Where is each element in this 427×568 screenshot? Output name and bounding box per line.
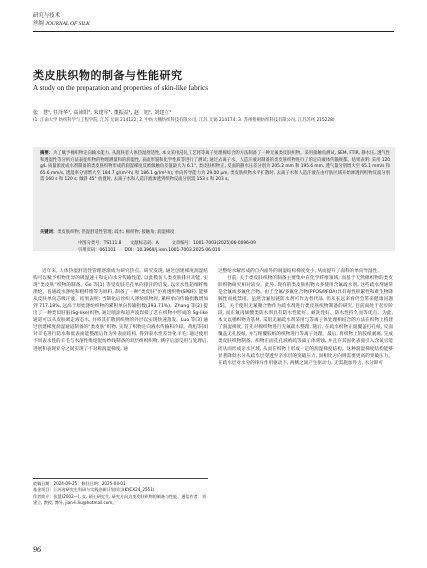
journal-header: [33, 13, 90, 28]
journal-name-cn: 丝绸: [33, 20, 44, 27]
abstract: [40, 151, 390, 184]
body-column-right: [218, 268, 393, 367]
paragraph: 过整纶水解形成的自内面外的润湿结构梯度变小, 从而提升了面料的单向导湿性。: [218, 269, 382, 274]
body-column-left: [33, 268, 208, 353]
keywords-text: 类皮肤织物; 热湿舒适性管理; 疏水; 棉织物; 接触角; 润湿梯度: [57, 230, 175, 235]
classification-line: 中图分类号：TS111.8 文献标志码：A 文章编号：1001-7003(2025)06-0096-09: [78, 241, 256, 246]
author-list: 张 慧¹, 任泽华¹, 高沛阳², 朱建军³, 董振益¹, 赵 旭¹, 刘建立¹: [33, 110, 172, 116]
paper-title-en: A study on the preparation and properties of skin-like fabrics: [33, 84, 209, 92]
doi-line: 引用页码：061101 DOI：10.3969/j.issn.1001-7003.2025.06.010: [78, 248, 221, 253]
keywords: [40, 230, 390, 237]
journal-name-en: JOURNAL OF SILK: [45, 20, 90, 27]
paragraph: 目前, 关于类皮肤织物的制备主要集中在化学纤维领域, 而基于天然棉织物的类皮肤织物研究相对较少。此外, 现有的类皮肤织物大多使用含氟疏水剂, 这些疏水剂通常是全氟或多氟化合物。由于全氟/多氟化合物(PFOS/PFOA)具有毒性积累性和难生物降解性而被禁用。虽然含氟短链防水剂可作为替代品, 但从长远来看仍会带来健康问题[5]。关于使用无氟聚合物作为疏水剂进行类皮肤织物制备的研究, 目前尚处于起步阶段, 而正氟丙烯酸类防水剂具有防水性能好、耐洗性好、防水性持久而等优点。为此, 本文以棉织物为基材, 采用无氟疏水剂采用与等离子体处理相结合的方法在织物上构建了润湿梯度, 首先对棉织物进行无氟疏水整理, 随后, 在疏水织物正面覆盖打孔纸, 反面覆盖无孔胶纸, 并与帕覆胶纸的织物进行等离子处理。最后, 将织物上的胶纸剥离, 完成类皮肤织物制备。织物正面孔孔域被疏等离子体刻蚀, 并且在其固化表面引入含氧官能团从而形成亲水区域, 从而在织物上形成一定的润湿梯度结构。这种润湿梯度结构能够显著降低水分从疏水层穿透至亲水层的突破压力, 而相比方向则需要更高的突破压力。在疏水层对水分的排斥作用驱动下, 两侧之间产生驱动力, 无需施加外力, 水分即可: [218, 276, 393, 366]
page-number: 96: [33, 545, 41, 554]
footnote-author: 作者简介：张慧(2002—), 女, 硕士研究生, 研究方向为类皮肤织物的制备与性能。通信作者：刘建立, 教授, 博导, jian-li.liu@hotmail.com。: [33, 493, 206, 506]
affiliations: (1. 江南大学 纺织科学与工程学院, 江苏 无锡 214122; 2. 中纺大棚纺织科技有限公司, 江苏 无锡 214174; 3. 苏州梧桐纺织科技有限公司, 江苏苏州 215228): [33, 118, 335, 123]
paper-title-cn: 类皮肤织物的制备与性能研究: [33, 69, 183, 82]
footnote-received: 收稿日期：2024-09-25；修回日期：2025-04-01: [33, 481, 126, 486]
footnotes: [33, 478, 208, 507]
paragraph: 近年来, 人体热湿舒适性管理逐渐成为研究热点。研究发现, 通过创建梯度润湿结构可以赋予织物优异的吸湿速干和定向水分传输性能, 以此模仿人类皮肤排汗功能, 实现“类皮肤”织物的制备。Ge 等[1] 等受皮肤毛孔单向排汗的启发, 以亲水性超细纤维涤纶、普通疏水涤纶和粗纤维等为原料, 制备了一种“类皮肤”仿真透织物(SPBF), 能够从皮肤单向芯吸汗液。结果表明: 当制化后丝织人涤纶织物时, 累积单向传输指数增加到 717.18%, 远高于原始涤纶织物的累积单向传输指数(393.71%)。Zhang 等[2] 提出了一种类似肝脏(Sg-like)织物, 通过喷涂和超声波焊接工艺在织物中形成的 Sg-like 通道可以从皮肤吸走液态水, 并将其扩散到织物的外层以实现快速蒸发。Luo 等[3] 通过创建梯度润湿通道制备的“类皮肤”织物, 实现了织物定向液水传输和冷却。黄旭等[4] 对羊毛进行防水和低表面能整理后作为外表面结构, 得到表水性差异化羊毛; 通过使用不同表水性的羊毛与水溶性维纶混纺纱线制备的双层组织织物, 测序后湿反用与处理后, 进展和表现亚分之间实现了不对称润湿梯度, 通: [33, 269, 208, 352]
keywords-label: 关键词：: [40, 230, 58, 235]
header-rule: [33, 31, 394, 32]
abstract-text: 为了赋予棉织物定向输水能力, 从润肤者人体热湿舒适性, 本文采用浸轧工艺将等离子处理棉综合的方法制备了一种无氟类皮肤织物。采用接触角测试, SEM, FTIR, 静水压, 透气性和透湿性等分析方法表征织物的物理测量和的润湿性, 表面形貌和化学性质等进行了测试; 通过去离子水、人造汗液对制备的类皮肤织物进行了的定向液体传输规都。结果表明: 采用 120 g/L 质量浓度成水剂制备的类皮肤织物形成的润湿梯度反被级触角差值最大为 6.1°, 类皮肤织物正, 反面的静水压差分别为 205.2 mm 和 195.6 mm, 透气量分别增大至 65.1 mm/s 和 65.6 mm/s, 透湿率分别增大至 184.7 g/(m²·h) 和 186.1 g/(m²·h); 单向传导能力为 29.00 μm, 类皮肤织物水平扩散时, 去离子水和人造汗液在由疗肤区域开始渗透到织物反面分别需 160 s 和 120 s; 倾斜 45° 放置时, 去离子水和人造汗液渗透到织物反面分别需 153 s 和 203 s。: [40, 151, 390, 183]
footnote-funding: 基金项目：江苏省研究生科研与实践创新计划项目(KYCX24_2551): [33, 487, 155, 493]
journal-section-cn: 研究与技术: [33, 13, 60, 19]
journal-name: [33, 21, 90, 29]
abstract-label: 摘要：: [40, 151, 53, 156]
